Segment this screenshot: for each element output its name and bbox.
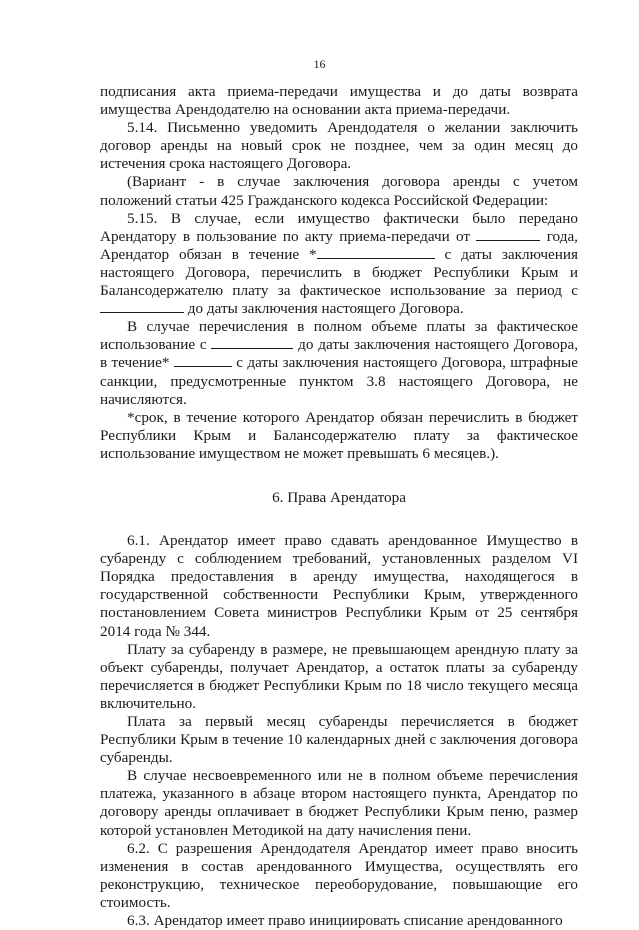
blank-field-period-start — [100, 300, 184, 313]
clause-5-15-text-2: года, Арендатор обязан в течение * — [100, 227, 578, 263]
variant-note: (Вариант - в случае заключения договора аренды с учетом положений статьи 425 Гражданского кодекса Российской Федерации: — [100, 173, 578, 209]
clause-5-14: 5.14. Письменно уведомить Арендодателя о желании заключить договор аренды на новый срок не позднее, чем за один месяц до истечения срока настоящего Договора. — [100, 119, 578, 173]
clause-6-1: 6.1. Арендатор имеет право сдавать арендованное Имущество в субаренду с соблюдением требований, установленных разделом VI Порядка предоставления в аренду имущества, находящегося в государственной собственности Республики Крым, утвержденного постановлением Совета министров Республики Крым от 25 сентября 2014 года № 344. — [100, 532, 578, 640]
clause-6-2: 6.2. С разрешения Арендодателя Арендатор имеет право вносить изменения в состав арендованного Имущества, осуществлять его реконструкцию, техническое переоборудование, повышающие его стоимость. — [100, 839, 578, 911]
blank-field-usage-start — [211, 336, 293, 349]
first-month-paragraph: Плата за первый месяц субаренды перечисляется в бюджет Республики Крым в течение 10 календарных дней с заключения договора субаренды. — [100, 713, 578, 767]
document-body — [100, 83, 578, 930]
clause-5-15-text-1: 5.15. В случае, если имущество фактически было передано Арендатору в пользование по акту приема-передачи от — [100, 209, 578, 245]
penalty-paragraph: В случае несвоевременного или не в полном объеме перечисления платежа, указанного в абзаце втором настоящего пункта, Арендатор по договору аренды оплачивает в бюджет Республики Крым пеню, размер которой установлен Методикой на дату начисления пени. — [100, 767, 578, 839]
paragraph-continuation: подписания акта приема-передачи имущества и до даты возврата имущества Арендодателю на основании акта приема-передачи. — [100, 83, 578, 119]
clause-5-15 — [100, 210, 578, 319]
clause-5-15-text-4: до даты заключения настоящего Договора. — [184, 300, 464, 318]
blank-field-date — [476, 228, 540, 241]
blank-field-term — [317, 246, 435, 259]
sublease-payment-paragraph: Плату за субаренду в размере, не превышающем арендную плату за объект субаренды, получает Арендатор, а остаток платы за субаренду перечисляется в бюджет Республики Крым по 18 число текущего месяца включительно. — [100, 640, 578, 712]
footnote-term: *срок, в течение которого Арендатор обязан перечислить в бюджет Республики Крым и Балансодержателю плату за фактическое использование имуществом не может превышать 6 месяцев.). — [100, 408, 578, 462]
page-number: 16 — [313, 57, 326, 71]
payment-text-1: В случае перечисления в полном объеме платы за фактическое использование с — [100, 318, 578, 354]
blank-field-payment-term — [174, 354, 232, 367]
clause-5-15-text-3: с даты заключения настоящего Договора, перечислить в бюджет Республики Крым и Балансодержателю плату за фактическое использование за период с — [100, 245, 578, 300]
section-heading: 6. Права Арендатора — [272, 488, 406, 506]
payment-text-3: с даты заключения настоящего Договора, штрафные санкции, предусмотренные пунктом 3.8 настоящего Договора, не начисляются. — [100, 354, 578, 408]
clause-6-3: 6.3. Арендатор имеет право инициировать списание арендованного — [127, 912, 563, 930]
payment-text-2: до даты заключения настоящего Договора, в течение* — [100, 336, 578, 372]
payment-paragraph — [100, 318, 578, 408]
